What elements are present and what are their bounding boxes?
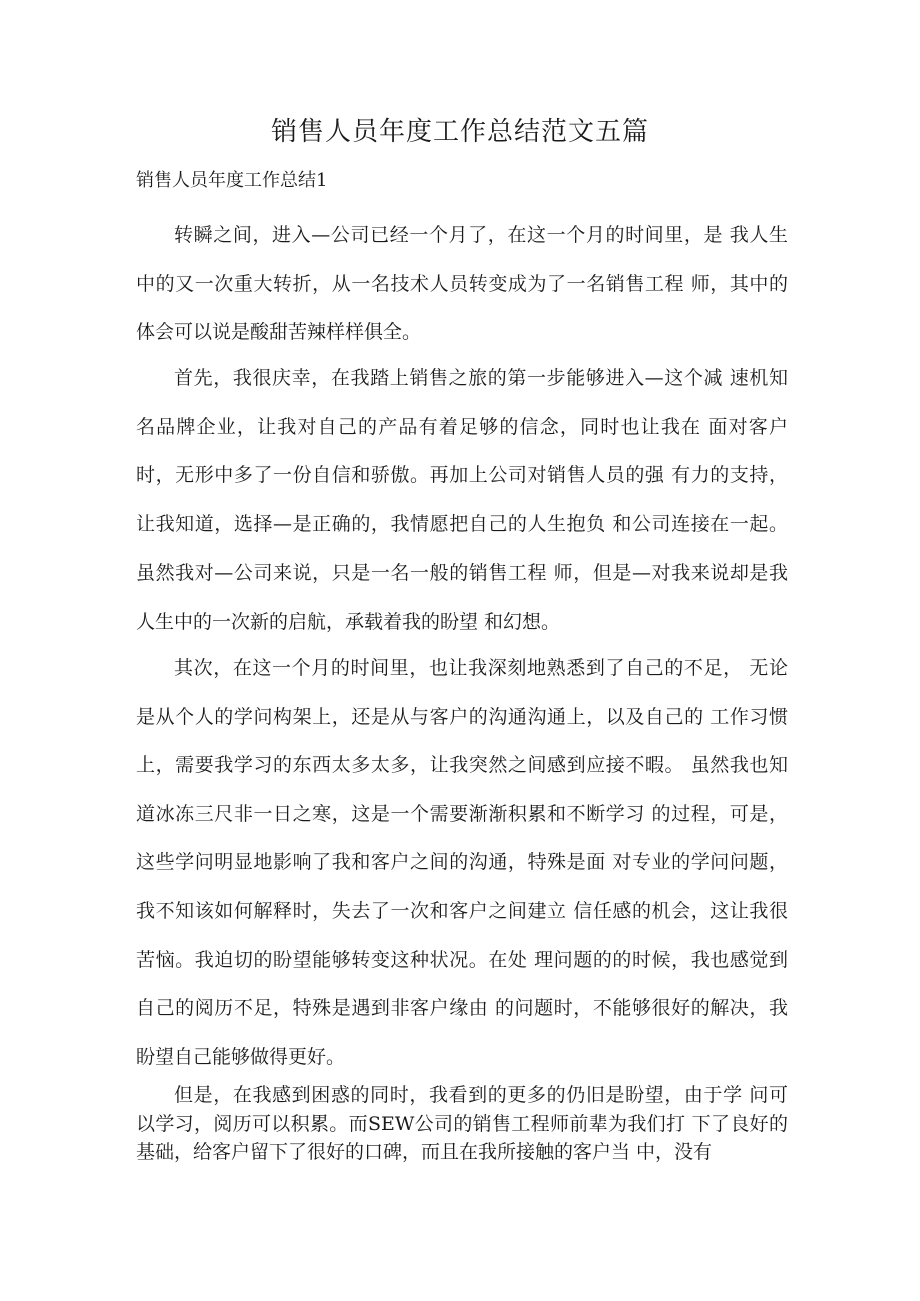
document-title: 销售人员年度工作总结范文五篇 [270, 117, 649, 147]
section-heading: 销售人员年度工作总结1 [136, 170, 328, 191]
paragraph-4: 但是，在我感到困惑的同时，我看到的更多的仍旧是盼望，由于学 问可以学习，阅历可以积累。而SEW公司的销售工程师前辈为我们打 下了良好的基础，给客户留下了很好的口碑，而且在我所接触的客户当 中，没有 [136, 1084, 788, 1163]
paragraph-3: 其次，在这一个月的时间里，也让我深刻地熟悉到了自己的不足， 无论是从个人的学问构架上，还是从与客户的沟通沟通上，以及自己的 工作习惯上，需要我学习的东西太多太多，让我突然之间感到应接不暇。 虽然我也知道冰冻三尺非一日之寒，这是一个需要渐渐积累和不断学习 的过程，可是，这些学问明显地影响了我和客户之间的沟通，特殊是面 对专业的学问问题，我不知该如何解释时，失去了一次和客户之间建立 信任感的机会，这让我很苦恼。我迫切的盼望能够转变这种状况。在处 理问题的的时候，我也感觉到自己的阅历不足，特殊是遇到非客户缘由 的问题时，不能够很好的解决，我盼望自己能够做得更好。 [136, 657, 788, 1068]
paragraph-2: 首先，我很庆幸，在我踏上销售之旅的第一步能够进入—这个减 速机知名品牌企业，让我对自己的产品有着足够的信念，同时也让我在 面对客户时，无形中多了一份自信和骄傲。再加上公司对销售人员的强 有力的支持，让我知道，选择—是正确的，我情愿把自己的人生抱负 和公司连接在一起。虽然我对—公司来说，只是一名一般的销售工程 师，但是—对我来说却是我人生中的一次新的启航，承载着我的盼望 和幻想。 [136, 367, 788, 633]
paragraph-1: 转瞬之间，进入—公司已经一个月了，在这一个月的时间里，是 我人生中的又一次重大转折，从一名技术人员转变成为了一名销售工程 师，其中的体会可以说是酸甜苦辣样样俱全。 [136, 224, 788, 343]
